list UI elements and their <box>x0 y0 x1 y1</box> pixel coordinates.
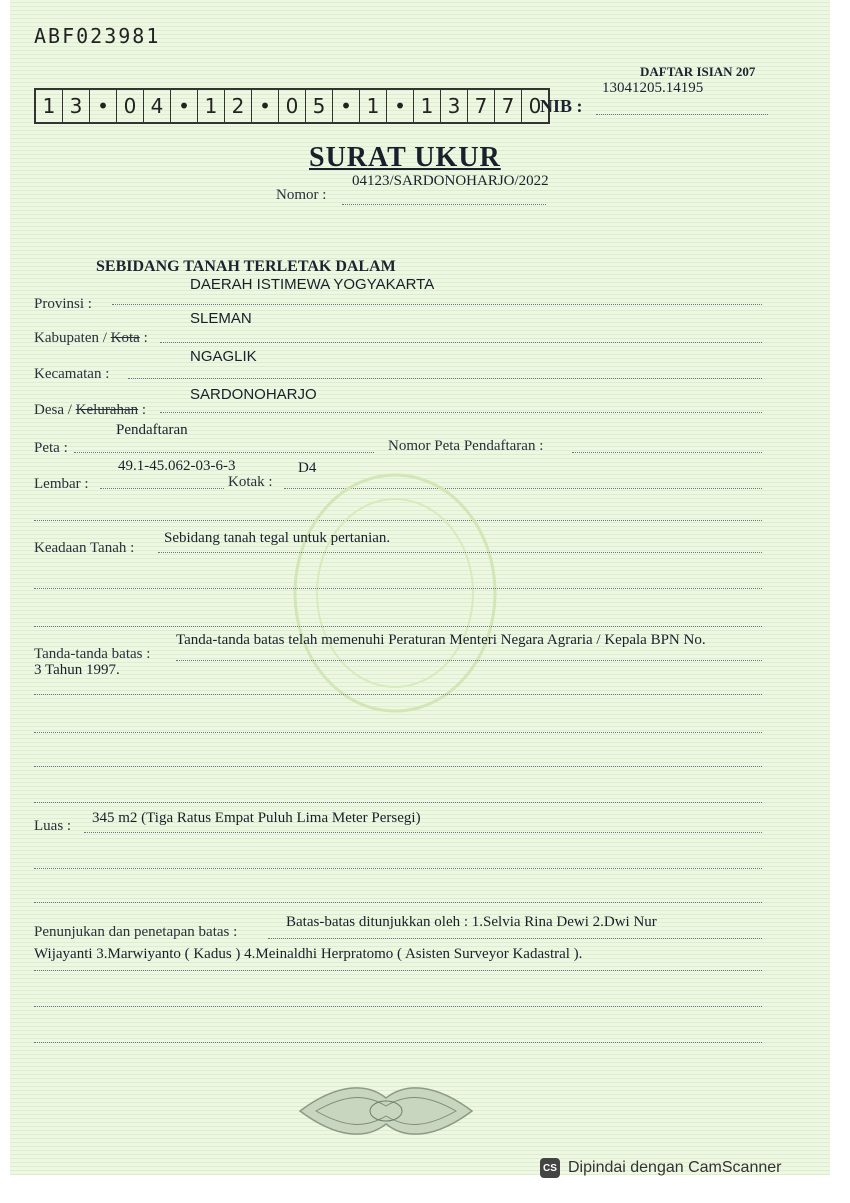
penunjukan-value-1: Batas-batas ditunjukkan oleh : 1.Selvia Rina Dewi 2.Dwi Nur <box>286 914 657 930</box>
nomor-peta-label: Nomor Peta Pendaftaran : <box>388 438 544 454</box>
provinsi-line <box>112 304 762 305</box>
nib-box: • <box>333 90 360 122</box>
location-heading: SEBIDANG TANAH TERLETAK DALAM <box>96 258 396 275</box>
peta-line <box>74 452 374 453</box>
kabupaten-value: SLEMAN <box>190 310 252 327</box>
blank-line <box>34 766 762 767</box>
kecamatan-value: NGAGLIK <box>190 348 257 365</box>
lembar-label: Lembar : <box>34 476 89 492</box>
nib-box: • <box>252 90 279 122</box>
nib-box: 1 <box>414 90 441 122</box>
blank-line <box>34 626 762 627</box>
keadaan-line <box>158 552 762 553</box>
nib-box: 0 <box>279 90 306 122</box>
nib-box: • <box>90 90 117 122</box>
nomor-value: 04123/SARDONOHARJO/2022 <box>352 173 549 189</box>
tanda-batas-value-2: 3 Tahun 1997. <box>34 662 120 678</box>
peta-label: Peta : <box>34 440 68 456</box>
provinsi-label: Provinsi : <box>34 296 92 312</box>
kecamatan-label: Kecamatan : <box>34 366 110 382</box>
nib-box: 3 <box>441 90 468 122</box>
tanda-batas-line <box>176 660 762 661</box>
blank-line <box>34 802 762 803</box>
lembar-value: 49.1-45.062-03-6-3 <box>118 458 236 474</box>
penunjukan-line <box>268 938 762 939</box>
luas-line <box>84 832 762 833</box>
nib-boxes <box>34 88 550 124</box>
nib-box: 1 <box>36 90 63 122</box>
page-title: SURAT UKUR <box>309 142 501 173</box>
nib-box: 3 <box>63 90 90 122</box>
nib-box: 7 <box>468 90 495 122</box>
nib-box: 2 <box>225 90 252 122</box>
nomor-peta-line <box>572 452 762 453</box>
nomor-label: Nomor : <box>276 187 327 203</box>
nib-line <box>596 114 768 115</box>
form-label: DAFTAR ISIAN 207 <box>640 64 756 79</box>
nib-box: • <box>387 90 414 122</box>
nib-box: 1 <box>198 90 225 122</box>
nib-box: 4 <box>144 90 171 122</box>
provinsi-value: DAERAH ISTIMEWA YOGYAKARTA <box>190 276 435 293</box>
watermark-seal <box>285 468 505 718</box>
nib-box: 5 <box>306 90 333 122</box>
serial-number: ABF023981 <box>34 24 161 48</box>
nib-label: NIB : <box>540 96 583 116</box>
blank-line <box>34 1006 762 1007</box>
keadaan-value: Sebidang tanah tegal untuk pertanian. <box>164 530 391 546</box>
blank-line <box>34 694 762 695</box>
kabupaten-label: Kabupaten / Kota : <box>34 330 148 346</box>
blank-line <box>34 1042 762 1043</box>
nib-box: 0 <box>117 90 144 122</box>
nomor-line <box>342 204 546 205</box>
camscanner-icon: CS <box>540 1158 560 1178</box>
blank-line <box>34 588 762 589</box>
desa-line <box>160 412 762 413</box>
blank-line <box>34 868 762 869</box>
luas-value: 345 m2 (Tiga Ratus Empat Puluh Lima Meter Persegi) <box>92 810 421 826</box>
peta-value: Pendaftaran <box>116 422 188 438</box>
camscanner-watermark <box>540 1158 781 1178</box>
lembar-line <box>100 488 224 489</box>
penunjukan-value-2: Wijayanti 3.Marwiyanto ( Kadus ) 4.Meinaldhi Herpratomo ( Asisten Surveyor Kadastral ). <box>34 946 583 962</box>
kotak-label: Kotak : <box>228 474 273 490</box>
kotak-value: D4 <box>298 460 317 476</box>
nib-box: 7 <box>495 90 522 122</box>
tanda-batas-value-1: Tanda-tanda batas telah memenuhi Peraturan Menteri Negara Agraria / Kepala BPN No. <box>176 632 706 648</box>
nib-box: • <box>171 90 198 122</box>
nib-box: 0 <box>528 94 542 118</box>
blank-line <box>34 970 762 971</box>
kecamatan-line <box>128 378 762 379</box>
luas-label: Luas : <box>34 818 72 834</box>
penunjukan-label: Penunjukan dan penetapan batas : <box>34 924 238 940</box>
blank-line <box>34 732 762 733</box>
keadaan-label: Keadaan Tanah : <box>34 540 135 556</box>
tanda-batas-label: Tanda-tanda batas : <box>34 646 151 662</box>
kabupaten-line <box>160 342 762 343</box>
desa-value: SARDONOHARJO <box>190 386 317 403</box>
camscanner-text: Dipindai dengan CamScanner <box>568 1159 782 1176</box>
blank-line <box>34 902 762 903</box>
guilloche-ornament <box>296 1078 476 1144</box>
nib-box: 1 <box>360 90 387 122</box>
desa-label: Desa / Kelurahan : <box>34 402 147 418</box>
nib-value: 13041205.14195 <box>602 80 704 96</box>
